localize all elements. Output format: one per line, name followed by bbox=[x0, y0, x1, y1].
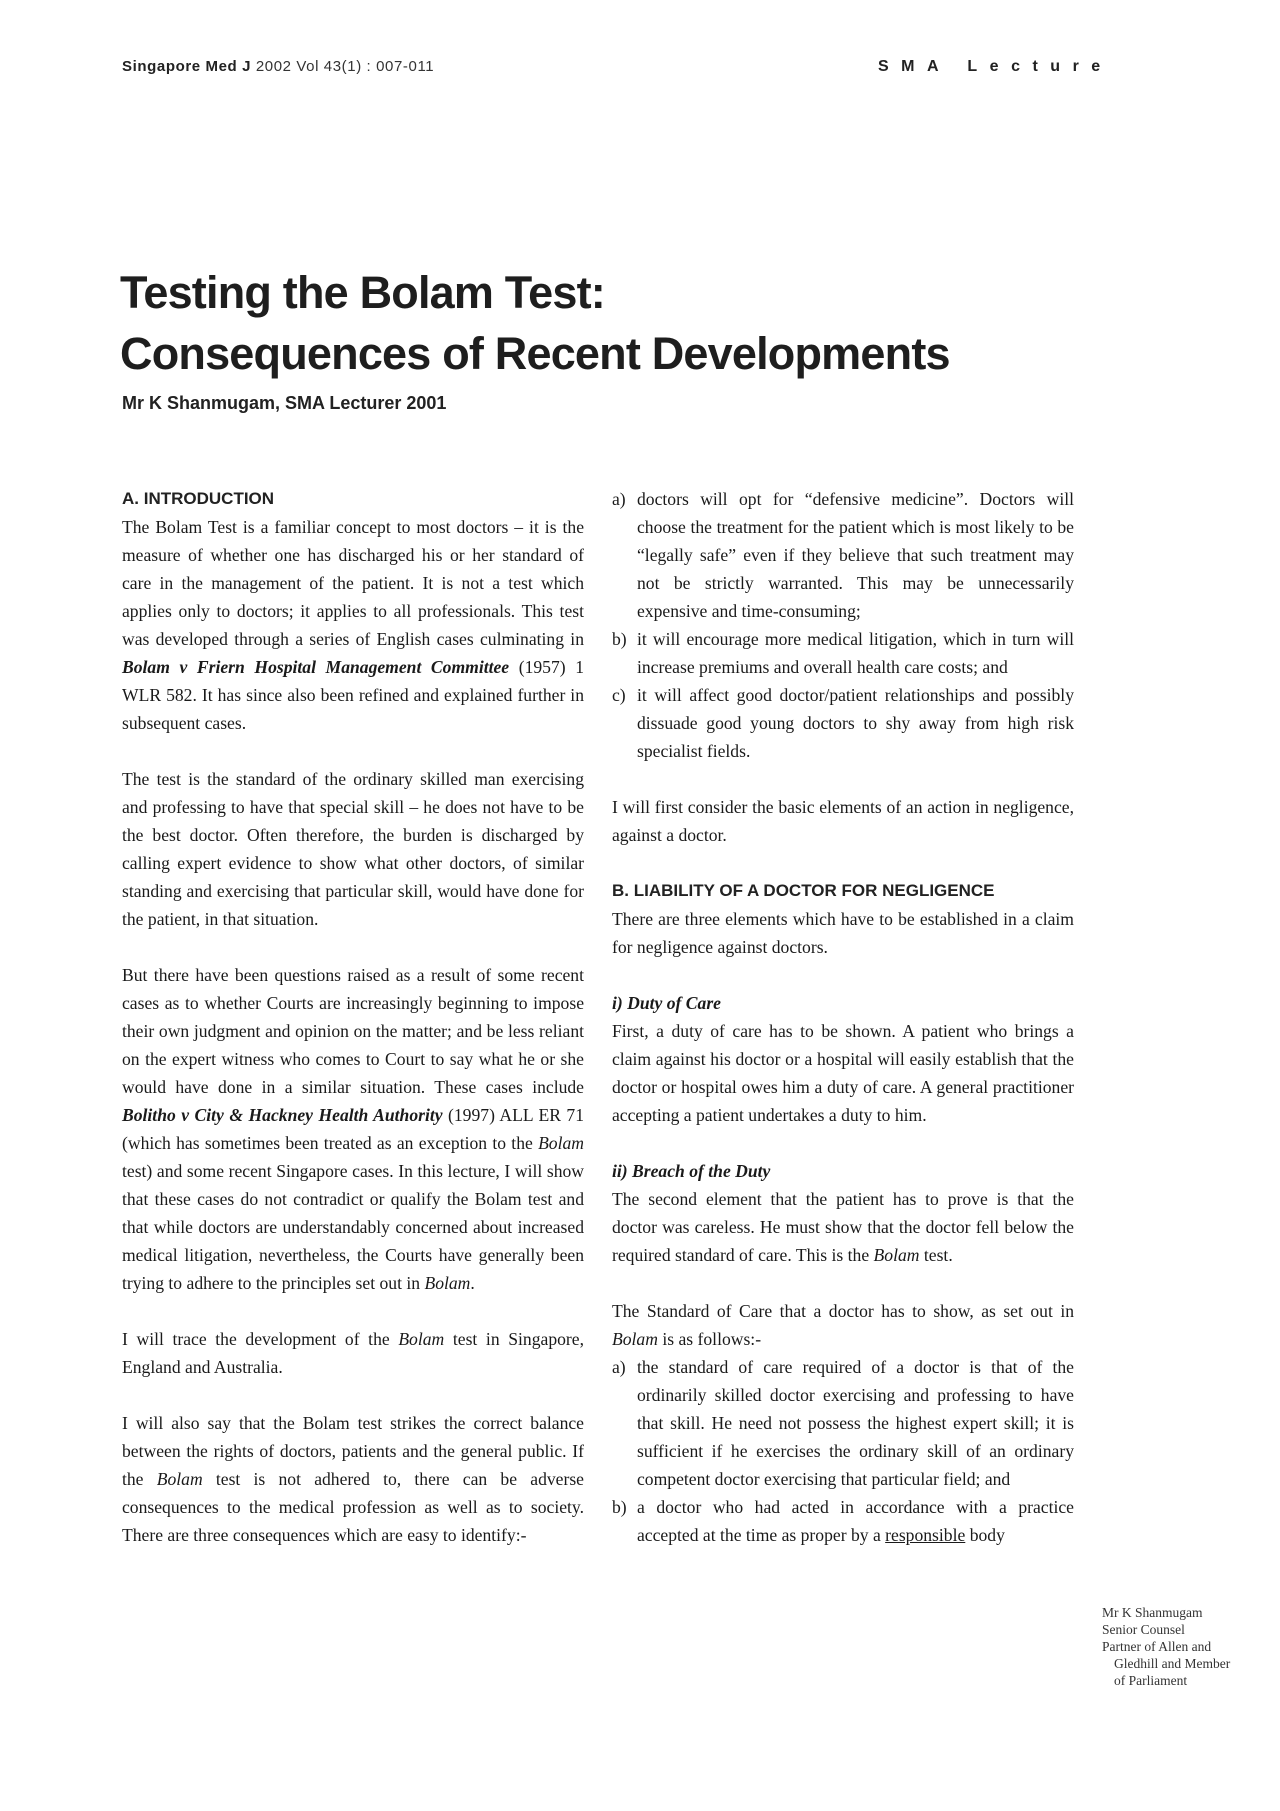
case-citation: Bolam v Friern Hospital Management Committee bbox=[122, 657, 510, 677]
text-run: But there have been questions raised as a result of some recent cases as to whether Courts are increasingly beginning to impose their own judgment and opinion on the matter; and be less reliant on the expert witness who comes to Court to say what he or she would have done in a similar situation. These cases include bbox=[122, 965, 584, 1097]
standard-paragraph bbox=[612, 1297, 1074, 1353]
list-item-label: a) bbox=[612, 1357, 626, 1377]
left-column bbox=[122, 485, 584, 1549]
text-run: is as follows:- bbox=[657, 1329, 762, 1349]
intro-paragraph-5 bbox=[122, 1409, 584, 1549]
text-run: body bbox=[965, 1525, 1005, 1545]
intro-paragraph-4 bbox=[122, 1325, 584, 1381]
list-item bbox=[612, 1493, 1074, 1549]
list-item bbox=[612, 681, 1074, 765]
case-name: Bolam bbox=[612, 1329, 658, 1349]
case-name: Bolam bbox=[156, 1469, 203, 1489]
list-item bbox=[612, 625, 1074, 681]
text-run: test. bbox=[919, 1245, 953, 1265]
list-item-text: it will encourage more medical litigation, which in turn will increase premiums and overall health care costs; and bbox=[637, 629, 1074, 677]
intro-paragraph-3 bbox=[122, 961, 584, 1297]
list-item-text: the standard of care required of a doctor is that of the ordinarily skilled doctor exercising and professing to have that skill. He need not possess the highest expert skill; it is sufficient if he exercises the ordinary skill of an ordinary competent doctor exercising that particular field; and bbox=[637, 1357, 1074, 1489]
section-heading-introduction: A. INTRODUCTION bbox=[122, 489, 275, 508]
text-run: The Bolam Test is a familiar concept to most doctors – it is the measure of whether one has discharged his or her standard of care in the management of the patient. It is not a test which applies only to doctors; it applies to all professionals. This test was developed through a series of English cases culminating in bbox=[122, 517, 584, 649]
liability-intro: There are three elements which have to be established in a claim for negligence against doctors. bbox=[612, 909, 1074, 957]
subheading-breach-of-duty: ii) Breach of the Duty bbox=[612, 1161, 771, 1181]
case-name: Bolam bbox=[873, 1245, 920, 1265]
list-item bbox=[612, 485, 1074, 625]
list-item-text: doctors will opt for “defensive medicine”. Doctors will choose the treatment for the patient which is most likely to be “legally safe” even if they believe that such treatment may not be strictly warranted. This may be unnecessarily expensive and time-consuming; bbox=[637, 489, 1074, 621]
duty-paragraph: First, a duty of care has to be shown. A patient who brings a claim against his doctor or a hospital will easily establish that the doctor or hospital owes him a duty of care. A general practitioner accepting a patient undertakes a duty to him. bbox=[612, 1021, 1074, 1125]
journal-citation: 2002 Vol 43(1) : 007-011 bbox=[255, 58, 435, 75]
text-run: . bbox=[470, 1273, 475, 1293]
title-line-1: Testing the Bolam Test: bbox=[120, 267, 605, 318]
text-run: The Standard of Care that a doctor has to show, as set out in bbox=[612, 1301, 1074, 1321]
note-line: Gledhill and Member bbox=[1114, 1656, 1231, 1671]
list-item bbox=[612, 1353, 1074, 1493]
list-item-label: b) bbox=[612, 629, 627, 649]
consequences-list bbox=[612, 485, 1074, 765]
text-run: test in Singapore, England and Australia. bbox=[122, 1329, 584, 1377]
case-citation: Bolitho v City & Hackney Health Authority bbox=[122, 1105, 443, 1125]
text-run: I will trace the development of the bbox=[122, 1329, 399, 1349]
list-item-text bbox=[637, 1493, 1074, 1549]
consider-paragraph: I will first consider the basic elements of an action in negligence, against a doctor. bbox=[612, 797, 1074, 845]
case-name: Bolam bbox=[398, 1329, 445, 1349]
note-line: of Parliament bbox=[1114, 1673, 1188, 1688]
title-line-2: Consequences of Recent Developments bbox=[120, 328, 950, 379]
note-line: Mr K Shanmugam bbox=[1102, 1605, 1203, 1620]
right-column bbox=[612, 485, 1074, 1549]
text-run: The second element that the patient has to prove is that the doctor was careless. He must show that the doctor fell below the required standard of care. This is the bbox=[612, 1189, 1074, 1265]
note-line: Senior Counsel bbox=[1102, 1622, 1185, 1637]
section-label: SMA Lecture bbox=[878, 58, 1113, 75]
list-item-label: a) bbox=[612, 489, 626, 509]
case-name: Bolam bbox=[424, 1273, 471, 1293]
journal-name: Singapore Med J bbox=[122, 58, 252, 75]
author-line: Mr K Shanmugam, SMA Lecturer 2001 bbox=[122, 393, 447, 413]
text-run: a doctor who had acted in accordance with a practice accepted at the time as proper by a bbox=[637, 1497, 1074, 1545]
article-title bbox=[120, 262, 950, 384]
list-item-label: b) bbox=[612, 1497, 627, 1517]
note-line: Partner of Allen and bbox=[1102, 1639, 1212, 1654]
list-item-text: it will affect good doctor/patient relationships and possibly dissuade good young doctors to shy away from high risk specialist fields. bbox=[637, 685, 1074, 761]
intro-paragraph-1 bbox=[122, 513, 584, 737]
section-heading-liability: B. LIABILITY OF A DOCTOR FOR NEGLIGENCE bbox=[612, 881, 995, 900]
text-run: test) and some recent Singapore cases. In this lecture, I will show that these cases do not contradict or qualify the Bolam test and that while doctors are understandably concerned about increased medical litigation, nevertheless, the Courts have generally been trying to adhere to the principles set out in bbox=[122, 1161, 584, 1293]
underlined-word: responsible bbox=[885, 1525, 966, 1545]
breach-paragraph bbox=[612, 1185, 1074, 1269]
text-run: (1957) 1 WLR 582. It has since also been refined and explained further in subsequent cases. bbox=[122, 657, 584, 733]
running-header-citation bbox=[122, 58, 434, 75]
text-run: I will also say that the Bolam test strikes the correct balance between the rights of doctors, patients and the general public. If the bbox=[122, 1413, 584, 1489]
author-affiliation-note bbox=[1102, 1604, 1262, 1689]
text-run: test is not adhered to, there can be adverse consequences to the medical profession as well as to society. There are three consequences which are easy to identify:- bbox=[122, 1469, 584, 1545]
subheading-duty-of-care: i) Duty of Care bbox=[612, 993, 721, 1013]
intro-paragraph-2: The test is the standard of the ordinary skilled man exercising and professing to have that special skill – he does not have to be the best doctor. Often therefore, the burden is discharged by calling expert evidence to show what other doctors, of similar standing and exercising that particular skill, would have done for the patient, in that situation. bbox=[122, 769, 584, 929]
text-run: (1997) ALL ER 71 (which has sometimes been treated as an exception to the bbox=[122, 1105, 584, 1153]
case-name: Bolam bbox=[538, 1133, 584, 1153]
list-item-label: c) bbox=[612, 685, 626, 705]
